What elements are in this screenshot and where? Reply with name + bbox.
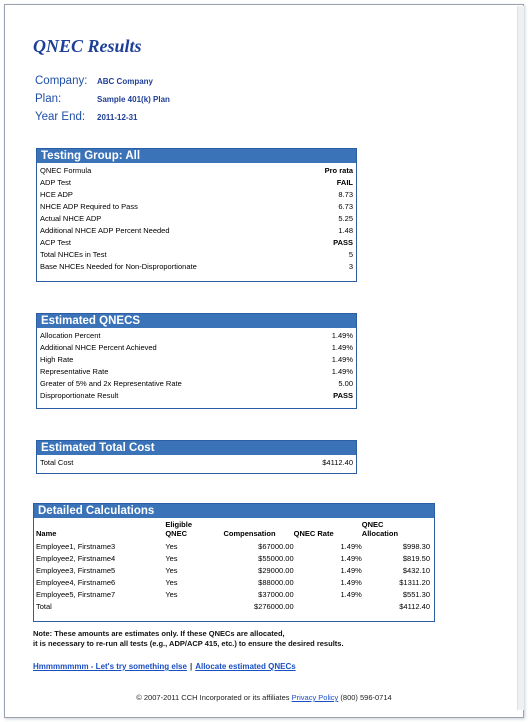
result-label: NHCE ADP Required to Pass: [40, 202, 138, 211]
result-value: 6.73: [338, 202, 353, 211]
panel-heading: Testing Group: All: [37, 149, 356, 163]
plan-value: Sample 401(k) Plan: [97, 94, 170, 104]
result-label: Actual NHCE ADP: [40, 214, 102, 223]
result-label: Additional NHCE ADP Percent Needed: [40, 226, 170, 235]
testing-group-panel: [36, 148, 357, 282]
result-label: Additional NHCE Percent Achieved: [40, 343, 157, 352]
qnec-allocation: $551.30: [402, 590, 430, 599]
col-eligible-line2: QNEC: [165, 529, 187, 538]
panel-heading: Estimated Total Cost: [37, 441, 356, 455]
qnec-allocation: $998.30: [402, 542, 430, 551]
plan-info: [35, 72, 170, 126]
result-label: Total Cost: [40, 458, 74, 467]
eligible-qnec: Yes: [165, 578, 178, 587]
qnec-rate: 1.49%: [340, 542, 362, 551]
panel-body: [37, 455, 356, 471]
result-row: [40, 225, 353, 237]
result-row: [40, 261, 353, 273]
employee-name: Employee1, Firstname3: [36, 542, 116, 551]
try-something-else-link[interactable]: Hmmmmmmm - Let's try something else: [33, 662, 187, 671]
result-row: [40, 177, 353, 189]
qnec-rate: 1.49%: [340, 566, 362, 575]
link-separator: |: [189, 662, 193, 671]
table-row: [36, 565, 432, 577]
allocate-qnecs-link[interactable]: Allocate estimated QNECs: [195, 662, 296, 671]
employee-name: Employee3, Firstname5: [36, 566, 116, 575]
company-row: [35, 72, 170, 90]
col-qnec-rate: QNEC Rate: [293, 529, 334, 538]
result-row: [40, 237, 353, 249]
col-allocation-line1: QNEC: [361, 520, 384, 529]
result-label: Greater of 5% and 2x Representative Rate: [40, 379, 182, 388]
details-table-body: [36, 541, 432, 601]
result-label: Base NHCEs Needed for Non-Disproportionate: [40, 262, 197, 271]
panel-body: [37, 328, 356, 404]
result-value: 1.49%: [331, 367, 353, 376]
result-value: 1.49%: [331, 343, 353, 352]
estimate-note: [33, 629, 453, 649]
eligible-qnec: Yes: [165, 590, 178, 599]
compensation: $37000.00: [258, 590, 294, 599]
result-value: 8.73: [338, 190, 353, 199]
employee-name: Employee2, Firstname4: [36, 554, 116, 563]
result-value: Pro rata: [324, 166, 353, 175]
table-total-row: [36, 601, 432, 613]
result-value: 1.49%: [331, 331, 353, 340]
table-row: [36, 577, 432, 589]
plan-label: Plan:: [35, 93, 62, 105]
company-label: Company:: [35, 75, 88, 87]
col-eligible-line1: Eligible: [165, 520, 192, 529]
result-row: [40, 342, 353, 354]
page-title: QNEC Results: [33, 36, 142, 56]
result-label: Allocation Percent: [40, 331, 101, 340]
result-row: [40, 213, 353, 225]
result-row: [40, 189, 353, 201]
table-header-row: [36, 518, 432, 541]
year-end-value: 2011-12-31: [97, 112, 138, 122]
table-row: [36, 553, 432, 565]
action-links: [33, 662, 296, 671]
year-end-row: [35, 108, 170, 126]
result-label: QNEC Formula: [40, 166, 92, 175]
table-row: [36, 541, 432, 553]
page-footer: [0, 693, 528, 702]
result-label: Representative Rate: [40, 367, 109, 376]
result-label: ADP Test: [40, 178, 71, 187]
total-allocation: $4112.40: [399, 602, 430, 611]
eligible-qnec: Yes: [165, 566, 178, 575]
table-row: [36, 589, 432, 601]
compensation: $29000.00: [258, 566, 294, 575]
col-allocation: [362, 518, 432, 541]
copyright-text: © 2007-2011 CCH Incorporated or its affiliates: [136, 693, 290, 702]
qnec-rate: 1.49%: [340, 578, 362, 587]
result-value: PASS: [333, 391, 353, 400]
qnec-rate: 1.49%: [340, 590, 362, 599]
result-row: [40, 457, 353, 469]
panel-heading: Detailed Calculations: [34, 504, 434, 518]
result-row: [40, 390, 353, 402]
result-label: Total NHCEs in Test: [40, 250, 107, 259]
eligible-qnec: Yes: [165, 554, 178, 563]
result-label: Disproportionate Result: [40, 391, 119, 400]
result-label: High Rate: [40, 355, 74, 364]
detailed-calculations-panel: [33, 503, 435, 622]
total-rate: [294, 601, 362, 613]
col-compensation: Compensation: [223, 529, 276, 538]
note-line-2: it is necessary to re-run all tests (e.g., ADP/ACP 415, etc.) to ensure the desired results.: [33, 639, 344, 648]
result-row: [40, 378, 353, 390]
estimated-qnecs-panel: [36, 313, 357, 409]
panel-body: [37, 163, 356, 275]
result-row: [40, 165, 353, 177]
company-value: ABC Company: [97, 76, 154, 86]
result-row: [40, 354, 353, 366]
result-value: 5.25: [338, 214, 353, 223]
details-table: [36, 518, 432, 613]
estimated-total-cost-panel: [36, 440, 357, 474]
result-row: [40, 330, 353, 342]
result-label: ACP Test: [40, 238, 71, 247]
qnec-rate: 1.49%: [340, 554, 362, 563]
result-value: PASS: [333, 238, 353, 247]
result-row: [40, 201, 353, 213]
result-value: 5.00: [338, 379, 353, 388]
scrollbar[interactable]: [517, 6, 524, 710]
panel-heading: Estimated QNECS: [37, 314, 356, 328]
total-label: Total: [36, 602, 52, 611]
col-allocation-line2: Allocation: [361, 529, 399, 538]
col-eligible: [165, 518, 223, 541]
eligible-qnec: Yes: [165, 542, 178, 551]
result-value: 5: [348, 250, 353, 259]
result-value: 3: [348, 262, 353, 271]
plan-row: [35, 90, 170, 108]
qnec-allocation: $1311.20: [399, 578, 430, 587]
employee-name: Employee5, Firstname7: [36, 590, 116, 599]
phone-number: (800) 596-0714: [340, 693, 392, 702]
qnec-allocation: $819.50: [402, 554, 430, 563]
employee-name: Employee4, Firstname6: [36, 578, 116, 587]
result-label: HCE ADP: [40, 190, 73, 199]
result-row: [40, 366, 353, 378]
col-name: Name: [36, 529, 57, 538]
result-value: 1.49%: [331, 355, 353, 364]
privacy-policy-link[interactable]: Privacy Policy: [291, 693, 339, 702]
result-row: [40, 249, 353, 261]
result-value: 1.48: [338, 226, 353, 235]
compensation: $88000.00: [258, 578, 294, 587]
qnec-allocation: $432.10: [402, 566, 430, 575]
year-end-label: Year End:: [35, 111, 86, 123]
compensation: $55000.00: [258, 554, 294, 563]
note-line-1: Note: These amounts are estimates only. If these QNECs are allocated,: [33, 629, 285, 638]
result-value: $4112.40: [322, 458, 353, 467]
compensation: $67000.00: [258, 542, 294, 551]
result-value: FAIL: [336, 178, 353, 187]
total-eligible: [165, 601, 223, 613]
total-compensation: $276000.00: [254, 602, 294, 611]
